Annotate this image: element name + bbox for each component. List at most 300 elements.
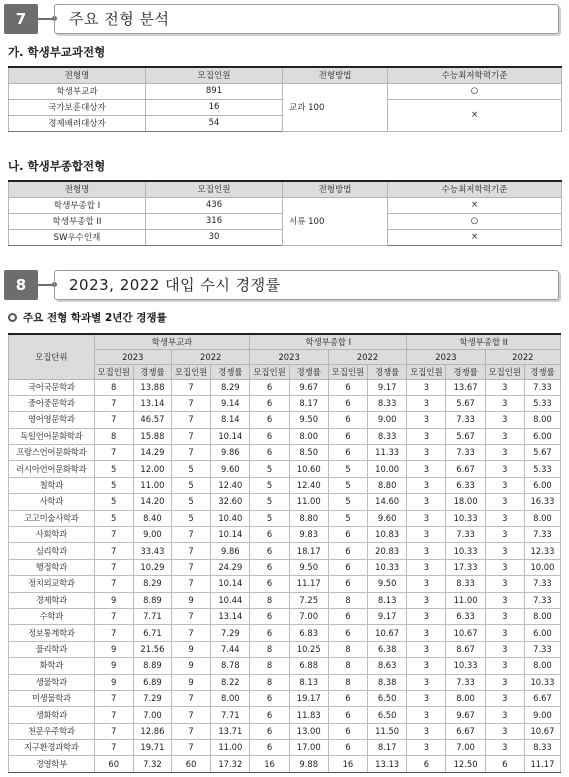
ratio-cell: 7.00 — [133, 707, 171, 723]
quota-cell: 6 — [250, 723, 289, 739]
ratio-cell: 8.33 — [524, 740, 560, 756]
ratio-cell: 6.50 — [368, 707, 407, 723]
ratio-cell: 6.83 — [289, 625, 328, 641]
ratio-cell: 13.67 — [446, 379, 485, 395]
major-name: 미생물학과 — [9, 690, 95, 706]
quota-cell: 5 — [94, 477, 133, 493]
ratio-cell: 10.67 — [368, 625, 407, 641]
ratio-cell: 17.00 — [289, 740, 328, 756]
ratio-cell: 8.13 — [289, 674, 328, 690]
quota-cell: 5 — [250, 461, 289, 477]
major-name: 사학과 — [9, 494, 95, 510]
ratio-cell: 6.67 — [446, 723, 485, 739]
ratio-cell: 7.33 — [446, 412, 485, 428]
ratio-cell: 17.33 — [446, 559, 485, 575]
ratio-cell: 9.50 — [368, 576, 407, 592]
major-name: 천문우주학과 — [9, 723, 95, 739]
ratio-cell: 7.33 — [524, 576, 560, 592]
major-name: 고고미술사학과 — [9, 510, 95, 526]
quota-cell: 7 — [172, 608, 211, 624]
min-standard: ○ — [388, 213, 562, 229]
quota-cell: 8 — [328, 658, 367, 674]
track-name: 경제배려대상자 — [9, 115, 146, 131]
quota: 891 — [146, 83, 283, 99]
quota-cell: 6 — [328, 445, 367, 461]
quota-cell: 3 — [485, 625, 524, 641]
ratio-cell: 7.00 — [289, 608, 328, 624]
ratio-cell: 6.67 — [446, 461, 485, 477]
quota-cell: 3 — [485, 707, 524, 723]
quota-cell: 6 — [328, 707, 367, 723]
ratio-cell: 14.20 — [133, 494, 171, 510]
ratio-cell: 10.40 — [211, 510, 250, 526]
quota: 16 — [146, 99, 283, 115]
quota: 54 — [146, 115, 283, 131]
quota-cell: 3 — [485, 543, 524, 559]
quota-cell: 7 — [94, 576, 133, 592]
ratio-cell: 8.22 — [211, 674, 250, 690]
subsection-title-b: 나. 학생부종합전형 — [8, 159, 106, 173]
quota-cell: 3 — [407, 559, 446, 575]
table-row — [9, 707, 561, 723]
ratio-cell: 8.00 — [524, 510, 560, 526]
quota-cell: 6 — [250, 445, 289, 461]
ratio-cell: 7.33 — [446, 445, 485, 461]
quota-cell: 6 — [328, 625, 367, 641]
quota-cell: 5 — [172, 461, 211, 477]
major-name: 국어국문학과 — [9, 379, 95, 395]
quota-cell: 6 — [250, 379, 289, 395]
track-name: SW우수인재 — [9, 229, 146, 245]
header-quota: 모집인원 — [146, 181, 283, 197]
quota-cell: 6 — [250, 608, 289, 624]
ratio-cell: 6.00 — [524, 477, 560, 493]
ratio-cell: 20.83 — [368, 543, 407, 559]
major-name: 수학과 — [9, 608, 95, 624]
ratio-cell: 16.33 — [524, 494, 560, 510]
quota-cell: 5 — [328, 510, 367, 526]
quota-cell: 3 — [485, 412, 524, 428]
quota-cell: 3 — [485, 690, 524, 706]
header-quota: 모집인원 — [94, 364, 133, 379]
table-row — [9, 740, 561, 756]
table-row — [9, 510, 561, 526]
header-year: 2022 — [172, 349, 250, 364]
header-group: 학생부종합 I — [250, 334, 407, 349]
table-row — [9, 494, 561, 510]
subsection-title-a: 가. 학생부교과전형 — [8, 45, 106, 59]
ratio-cell: 8.29 — [133, 576, 171, 592]
quota-cell: 8 — [250, 674, 289, 690]
ratio-cell: 10.67 — [524, 723, 560, 739]
header-ratio: 경쟁률 — [211, 364, 250, 379]
quota-cell: 3 — [485, 527, 524, 543]
quota-cell: 7 — [172, 379, 211, 395]
quota-cell: 3 — [407, 428, 446, 444]
quota-cell: 3 — [485, 461, 524, 477]
quota-cell: 6 — [250, 740, 289, 756]
min-standard: × — [388, 197, 562, 213]
section-title: 주요 전형 분석 — [54, 4, 559, 34]
track-name: 학생부종합 I — [9, 197, 146, 213]
quota-cell: 6 — [328, 428, 367, 444]
ratio-cell: 6.00 — [524, 428, 560, 444]
quota-cell: 5 — [328, 461, 367, 477]
quota-cell: 7 — [172, 412, 211, 428]
quota-cell: 8 — [94, 428, 133, 444]
ratio-cell: 10.33 — [446, 510, 485, 526]
quota-cell: 7 — [94, 608, 133, 624]
quota-cell: 3 — [407, 674, 446, 690]
table-row — [9, 461, 561, 477]
quota-cell: 3 — [407, 494, 446, 510]
quota-cell: 3 — [485, 740, 524, 756]
major-name: 프랑스언어문화학과 — [9, 445, 95, 461]
table-subject-track — [8, 66, 562, 132]
header-unit: 모집단위 — [9, 334, 95, 379]
ratio-cell: 13.71 — [211, 723, 250, 739]
section-8-header — [4, 270, 561, 300]
ratio-cell: 10.83 — [368, 527, 407, 543]
quota-cell: 3 — [485, 510, 524, 526]
quota-cell: 3 — [485, 477, 524, 493]
quota-cell: 7 — [172, 625, 211, 641]
ratio-cell: 9.83 — [289, 527, 328, 543]
section-7-header — [4, 4, 561, 34]
ratio-cell: 8.00 — [289, 428, 328, 444]
quota-cell: 7 — [94, 395, 133, 411]
ratio-cell: 9.00 — [368, 412, 407, 428]
quota-cell: 9 — [94, 658, 133, 674]
quota-cell: 8 — [328, 592, 367, 608]
ratio-cell: 7.29 — [133, 690, 171, 706]
ratio-cell: 5.33 — [524, 395, 560, 411]
ratio-cell: 10.29 — [133, 559, 171, 575]
ratio-cell: 19.17 — [289, 690, 328, 706]
quota-cell: 6 — [250, 625, 289, 641]
quota-cell: 3 — [485, 592, 524, 608]
ratio-cell: 9.86 — [211, 445, 250, 461]
track-name: 국가보훈대상자 — [9, 99, 146, 115]
quota-cell: 6 — [328, 559, 367, 575]
table-row — [9, 395, 561, 411]
table-header-row — [9, 181, 562, 197]
quota-cell: 60 — [172, 756, 211, 772]
ratio-cell: 9.00 — [133, 527, 171, 543]
ratio-cell: 18.00 — [446, 494, 485, 510]
quota-cell: 5 — [328, 477, 367, 493]
quota: 316 — [146, 213, 283, 229]
ratio-cell: 9.60 — [368, 510, 407, 526]
ratio-cell: 7.00 — [446, 740, 485, 756]
ratio-cell: 9.50 — [289, 559, 328, 575]
table-row — [9, 428, 561, 444]
table-row — [9, 412, 561, 428]
ratio-cell: 8.80 — [289, 510, 328, 526]
ratio-cell: 13.13 — [368, 756, 407, 772]
header-quota: 모집인원 — [407, 364, 446, 379]
quota-cell: 60 — [94, 756, 133, 772]
quota-cell: 3 — [485, 494, 524, 510]
quota-cell: 3 — [485, 428, 524, 444]
ratio-cell: 9.67 — [446, 707, 485, 723]
ratio-cell: 6.89 — [133, 674, 171, 690]
header-track-name: 전형명 — [9, 181, 146, 197]
ratio-cell: 6.88 — [289, 658, 328, 674]
quota-cell: 6 — [328, 412, 367, 428]
quota-cell: 8 — [94, 379, 133, 395]
quota-cell: 5 — [172, 510, 211, 526]
quota-cell: 3 — [407, 625, 446, 641]
table-row — [9, 527, 561, 543]
quota-cell: 16 — [328, 756, 367, 772]
quota-cell: 7 — [94, 707, 133, 723]
ratio-cell: 11.00 — [133, 477, 171, 493]
quota-cell: 3 — [485, 395, 524, 411]
group-header-row — [9, 334, 561, 349]
quota-cell: 3 — [485, 658, 524, 674]
ratio-cell: 21.56 — [133, 641, 171, 657]
table-row — [9, 197, 562, 213]
ratio-cell: 46.57 — [133, 412, 171, 428]
ratio-cell: 9.86 — [211, 543, 250, 559]
ratio-cell: 8.63 — [368, 658, 407, 674]
quota-cell: 6 — [250, 395, 289, 411]
quota-cell: 5 — [250, 477, 289, 493]
quota-cell: 6 — [250, 428, 289, 444]
quota-cell: 8 — [250, 592, 289, 608]
quota-cell: 7 — [94, 740, 133, 756]
ratio-cell: 6.71 — [133, 625, 171, 641]
ratio-cell: 8.00 — [524, 412, 560, 428]
table-row — [9, 756, 561, 772]
section-title: 2023, 2022 대입 수시 경쟁률 — [54, 270, 559, 300]
quota-cell: 3 — [407, 641, 446, 657]
ratio-cell: 8.13 — [368, 592, 407, 608]
quota-cell: 7 — [172, 527, 211, 543]
ratio-cell: 10.44 — [211, 592, 250, 608]
quota-cell: 6 — [328, 576, 367, 592]
quota-cell: 9 — [94, 641, 133, 657]
quota-cell: 3 — [407, 379, 446, 395]
quota-cell: 3 — [407, 510, 446, 526]
quota-cell: 5 — [94, 510, 133, 526]
quota-cell: 7 — [94, 625, 133, 641]
quota-cell: 8 — [250, 641, 289, 657]
header-method: 전형방법 — [283, 181, 388, 197]
ratio-cell: 11.83 — [289, 707, 328, 723]
ratio-cell: 32.60 — [211, 494, 250, 510]
header-year: 2022 — [328, 349, 406, 364]
quota-cell: 3 — [485, 674, 524, 690]
ratio-cell: 7.33 — [524, 641, 560, 657]
header-track-name: 전형명 — [9, 67, 146, 83]
major-name: 사회학과 — [9, 527, 95, 543]
quota-cell: 9 — [94, 674, 133, 690]
table-row — [9, 690, 561, 706]
ratio-cell: 6.33 — [446, 608, 485, 624]
ratio-cell: 8.00 — [211, 690, 250, 706]
quota-cell: 7 — [94, 723, 133, 739]
quota-cell: 3 — [407, 461, 446, 477]
quota-cell: 7 — [172, 559, 211, 575]
quota-cell: 3 — [407, 395, 446, 411]
quota-cell: 3 — [407, 658, 446, 674]
min-standard: × — [388, 99, 562, 131]
ratio-cell: 8.00 — [446, 690, 485, 706]
quota-cell: 3 — [407, 477, 446, 493]
ratio-cell: 7.33 — [446, 527, 485, 543]
ratio-cell: 5.67 — [446, 395, 485, 411]
quota-cell: 8 — [328, 641, 367, 657]
header-quota: 모집인원 — [146, 67, 283, 83]
quota-cell: 3 — [485, 445, 524, 461]
major-name: 정치외교학과 — [9, 576, 95, 592]
ratio-cell: 6.50 — [368, 690, 407, 706]
quota-cell: 3 — [485, 608, 524, 624]
quota-cell: 9 — [172, 674, 211, 690]
ratio-cell: 13.14 — [133, 395, 171, 411]
quota-cell: 3 — [485, 559, 524, 575]
ratio-cell: 9.50 — [289, 412, 328, 428]
ratio-cell: 6.33 — [446, 477, 485, 493]
ratio-cell: 12.50 — [446, 756, 485, 772]
track-name: 학생부교과 — [9, 83, 146, 99]
ratio-cell: 13.88 — [133, 379, 171, 395]
ratio-cell: 7.33 — [446, 674, 485, 690]
ratio-cell: 8.00 — [524, 608, 560, 624]
quota-cell: 7 — [94, 412, 133, 428]
ratio-cell: 8.00 — [524, 658, 560, 674]
quota-cell: 3 — [407, 576, 446, 592]
quota-cell: 7 — [94, 543, 133, 559]
ratio-cell: 7.71 — [211, 707, 250, 723]
ratio-cell: 17.32 — [211, 756, 250, 772]
quota-cell: 6 — [328, 690, 367, 706]
ratio-cell: 5.67 — [524, 445, 560, 461]
header-group: 학생부교과 — [94, 334, 250, 349]
quota-cell: 7 — [172, 428, 211, 444]
ratio-cell: 8.17 — [289, 395, 328, 411]
ratio-cell: 9.67 — [289, 379, 328, 395]
quota-cell: 3 — [407, 412, 446, 428]
ratio-cell: 14.29 — [133, 445, 171, 461]
quota-cell: 6 — [485, 756, 524, 772]
header-quota: 모집인원 — [485, 364, 524, 379]
competition-table — [8, 333, 561, 773]
ratio-cell: 12.00 — [133, 461, 171, 477]
major-name: 생물학과 — [9, 674, 95, 690]
table-row — [9, 559, 561, 575]
major-name: 러시아언어문화학과 — [9, 461, 95, 477]
ratio-cell: 10.14 — [211, 527, 250, 543]
quota-cell: 5 — [250, 510, 289, 526]
table-row — [9, 543, 561, 559]
table-row — [9, 477, 561, 493]
table-comprehensive-track — [8, 180, 562, 246]
major-name: 영어영문학과 — [9, 412, 95, 428]
ratio-cell: 7.33 — [524, 527, 560, 543]
table-row — [9, 625, 561, 641]
quota-cell: 6 — [328, 723, 367, 739]
quota-cell: 6 — [250, 576, 289, 592]
quota-cell: 6 — [328, 379, 367, 395]
ratio-cell: 10.00 — [524, 559, 560, 575]
ratio-cell: 15.88 — [133, 428, 171, 444]
ratio-cell: 6.67 — [524, 690, 560, 706]
method: 교과 100 — [283, 83, 388, 131]
header-ratio: 경쟁률 — [524, 364, 560, 379]
quota-cell: 7 — [172, 740, 211, 756]
major-name: 철학과 — [9, 477, 95, 493]
ratio-cell: 6.00 — [524, 625, 560, 641]
quota-cell: 3 — [407, 740, 446, 756]
header-ratio: 경쟁률 — [133, 364, 171, 379]
quota-cell: 8 — [328, 674, 367, 690]
ratio-cell: 12.40 — [289, 477, 328, 493]
major-name: 독일언어문화학과 — [9, 428, 95, 444]
quota-cell: 7 — [172, 690, 211, 706]
major-name: 경제학과 — [9, 592, 95, 608]
quota-cell: 5 — [94, 494, 133, 510]
ratio-cell: 8.33 — [446, 576, 485, 592]
quota-cell: 3 — [485, 723, 524, 739]
table-row — [9, 592, 561, 608]
ratio-cell: 14.60 — [368, 494, 407, 510]
quota-cell: 6 — [250, 543, 289, 559]
ratio-cell: 10.25 — [289, 641, 328, 657]
quota-cell: 6 — [328, 395, 367, 411]
ratio-cell: 7.32 — [133, 756, 171, 772]
quota-cell: 7 — [172, 445, 211, 461]
ratio-cell: 6.38 — [368, 641, 407, 657]
major-name: 물리학과 — [9, 641, 95, 657]
ratio-cell: 5.67 — [446, 428, 485, 444]
ratio-cell: 10.33 — [446, 658, 485, 674]
quota-cell: 6 — [250, 412, 289, 428]
major-name: 정보통계학과 — [9, 625, 95, 641]
quota-cell: 7 — [94, 690, 133, 706]
ratio-cell: 10.14 — [211, 428, 250, 444]
table-row — [9, 608, 561, 624]
quota-cell: 7 — [94, 527, 133, 543]
header-year: 2023 — [250, 349, 328, 364]
ratio-cell: 8.89 — [133, 658, 171, 674]
table-row — [9, 723, 561, 739]
ratio-cell: 10.33 — [524, 674, 560, 690]
major-name: 생화학과 — [9, 707, 95, 723]
quota-cell: 3 — [407, 592, 446, 608]
ratio-cell: 9.88 — [289, 756, 328, 772]
major-name: 심리학과 — [9, 543, 95, 559]
ratio-cell: 10.00 — [368, 461, 407, 477]
ratio-cell: 13.00 — [289, 723, 328, 739]
min-standard: ○ — [388, 83, 562, 99]
header-quota: 모집인원 — [250, 364, 289, 379]
table-row — [9, 445, 561, 461]
quota-cell: 6 — [250, 707, 289, 723]
connector — [38, 18, 54, 20]
quota-cell: 7 — [172, 395, 211, 411]
quota-cell: 3 — [407, 543, 446, 559]
table-row — [9, 576, 561, 592]
table-row — [9, 641, 561, 657]
quota-cell: 3 — [485, 379, 524, 395]
track-name: 학생부종합 II — [9, 213, 146, 229]
ratio-cell: 19.71 — [133, 740, 171, 756]
quota: 436 — [146, 197, 283, 213]
header-ratio: 경쟁률 — [368, 364, 407, 379]
